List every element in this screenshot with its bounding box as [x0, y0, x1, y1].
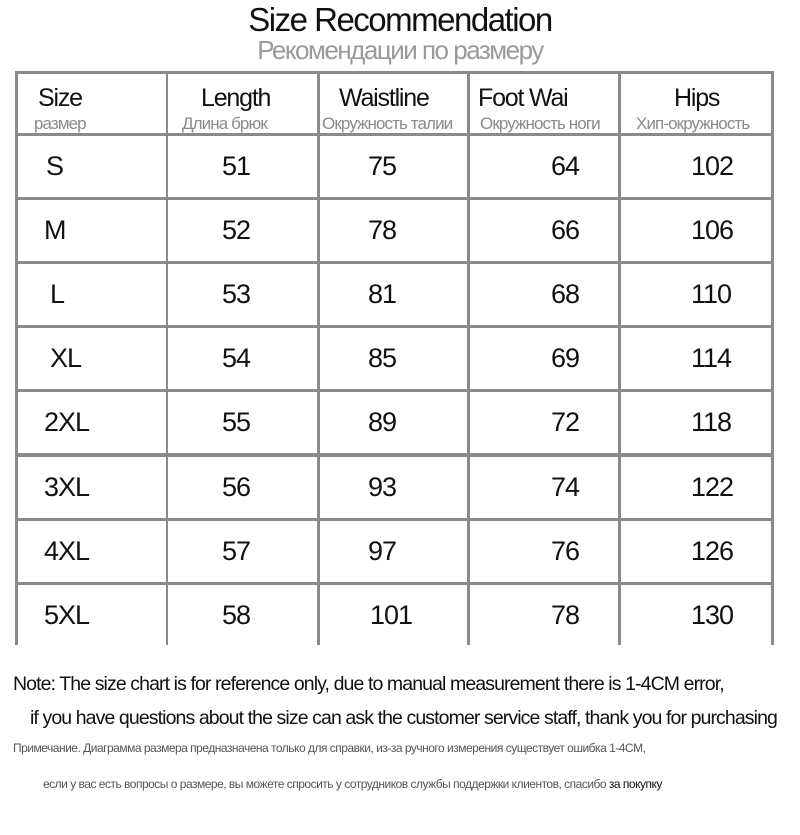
measure-cell	[470, 200, 618, 261]
measure-cell	[470, 521, 618, 582]
measure-cell	[621, 328, 771, 389]
size-cell	[18, 328, 166, 389]
header-label: Foot Wai	[478, 84, 568, 112]
measure-cell	[470, 264, 618, 325]
size-value: 2XL	[44, 407, 90, 438]
measure-value: 56	[222, 471, 251, 502]
measure-value: 76	[551, 535, 580, 566]
measure-value: 114	[691, 343, 732, 374]
page-subtitle: Рекомендации по размеру	[257, 35, 543, 65]
size-value: L	[50, 279, 65, 310]
header-sublabel: размер	[34, 114, 86, 133]
measure-cell	[168, 136, 317, 197]
header-cell	[470, 74, 618, 133]
measure-value: 89	[368, 407, 397, 438]
page-title: Size Recommendation	[248, 1, 552, 38]
measure-value: 102	[691, 151, 734, 181]
measure-cell	[168, 328, 317, 389]
measure-cell	[470, 392, 618, 453]
measure-cell	[320, 328, 467, 389]
size-value: 3XL	[44, 471, 90, 502]
size-value: M	[44, 215, 66, 246]
measure-cell	[168, 392, 317, 453]
measure-value: 118	[691, 407, 732, 438]
size-cell	[18, 457, 166, 518]
measure-cell	[470, 136, 618, 197]
size-cell	[18, 392, 166, 453]
header-sublabel: Окружность талии	[322, 114, 453, 133]
note-russian-line-1: Примечание. Диаграмма размера предназначена только для справки, из-за ручного измерения существует ошибка 1-4CM,	[13, 741, 646, 755]
measure-cell	[320, 200, 467, 261]
size-table	[15, 71, 774, 645]
header-cell	[320, 74, 467, 133]
measure-value: 64	[551, 151, 580, 181]
measure-cell	[621, 521, 771, 582]
header-cell	[168, 74, 317, 133]
size-value: 5XL	[44, 599, 90, 630]
note-english-line-1: Note: The size chart is for reference only, due to manual measurement there is 1-4CM error,	[13, 673, 724, 695]
measure-value: 78	[551, 599, 580, 630]
size-value: XL	[50, 343, 82, 374]
measure-cell	[470, 585, 618, 646]
size-value: 4XL	[44, 535, 90, 566]
measure-value: 78	[368, 215, 397, 246]
measure-cell	[168, 200, 317, 261]
measure-cell	[320, 457, 467, 518]
measure-cell	[168, 585, 317, 646]
measure-value: 85	[368, 343, 397, 374]
measure-value: 52	[222, 215, 251, 246]
measure-cell	[621, 264, 771, 325]
measure-cell	[621, 457, 771, 518]
measure-value: 55	[222, 407, 251, 438]
size-cell	[18, 585, 166, 646]
measure-value: 74	[551, 471, 580, 502]
measure-cell	[470, 328, 618, 389]
measure-value: 58	[222, 599, 251, 630]
measure-cell	[621, 136, 771, 197]
header-label: Size	[38, 84, 82, 112]
note-russian-line-2-end: за покупку	[606, 777, 662, 791]
header-label: Hips	[674, 84, 720, 112]
measure-cell	[168, 521, 317, 582]
measure-value: 72	[551, 407, 580, 438]
measure-value: 101	[370, 599, 413, 630]
measure-cell	[320, 392, 467, 453]
measure-cell	[320, 521, 467, 582]
measure-value: 75	[368, 151, 397, 181]
measure-value: 130	[691, 599, 734, 630]
header-label: Length	[201, 84, 271, 112]
header-sublabel: Длина брюк	[182, 114, 267, 133]
note-russian-line-2	[43, 776, 662, 792]
measure-cell	[621, 200, 771, 261]
measure-value: 81	[368, 279, 397, 310]
header-cell	[621, 74, 771, 133]
measure-value: 122	[691, 471, 734, 502]
measure-value: 93	[368, 471, 397, 502]
header-sublabel: Окружность ноги	[480, 114, 600, 133]
measure-cell	[320, 585, 467, 646]
measure-value: 51	[222, 151, 251, 181]
measure-value: 68	[551, 279, 580, 310]
measure-value: 97	[368, 535, 397, 566]
measure-cell	[470, 457, 618, 518]
measure-value: 57	[222, 535, 251, 566]
measure-value: 69	[551, 343, 580, 374]
measure-cell	[621, 392, 771, 453]
header-cell	[18, 74, 166, 133]
size-cell	[18, 200, 166, 261]
measure-value: 126	[691, 535, 734, 566]
measure-value: 54	[222, 343, 251, 374]
measure-cell	[168, 264, 317, 325]
measure-value: 66	[551, 215, 580, 246]
size-value: S	[46, 151, 64, 181]
note-russian-line-2-text: если у вас есть вопросы о размере, вы можете спросить у сотрудников службы поддержки клиентов, спасибо	[43, 777, 607, 791]
measure-value: 53	[222, 279, 251, 310]
note-english-line-2: if you have questions about the size can ask the customer service staff, thank you for purchasing	[30, 707, 777, 729]
header-label: Waistline	[339, 84, 429, 112]
measure-value: 110	[691, 279, 732, 310]
measure-cell	[168, 457, 317, 518]
measure-cell	[320, 136, 467, 197]
measure-value: 106	[691, 215, 734, 246]
measure-cell	[320, 264, 467, 325]
measure-cell	[621, 585, 771, 646]
size-cell	[18, 521, 166, 582]
header-sublabel: Хип-окружность	[636, 114, 750, 133]
size-cell	[18, 136, 166, 197]
size-cell	[18, 264, 166, 325]
